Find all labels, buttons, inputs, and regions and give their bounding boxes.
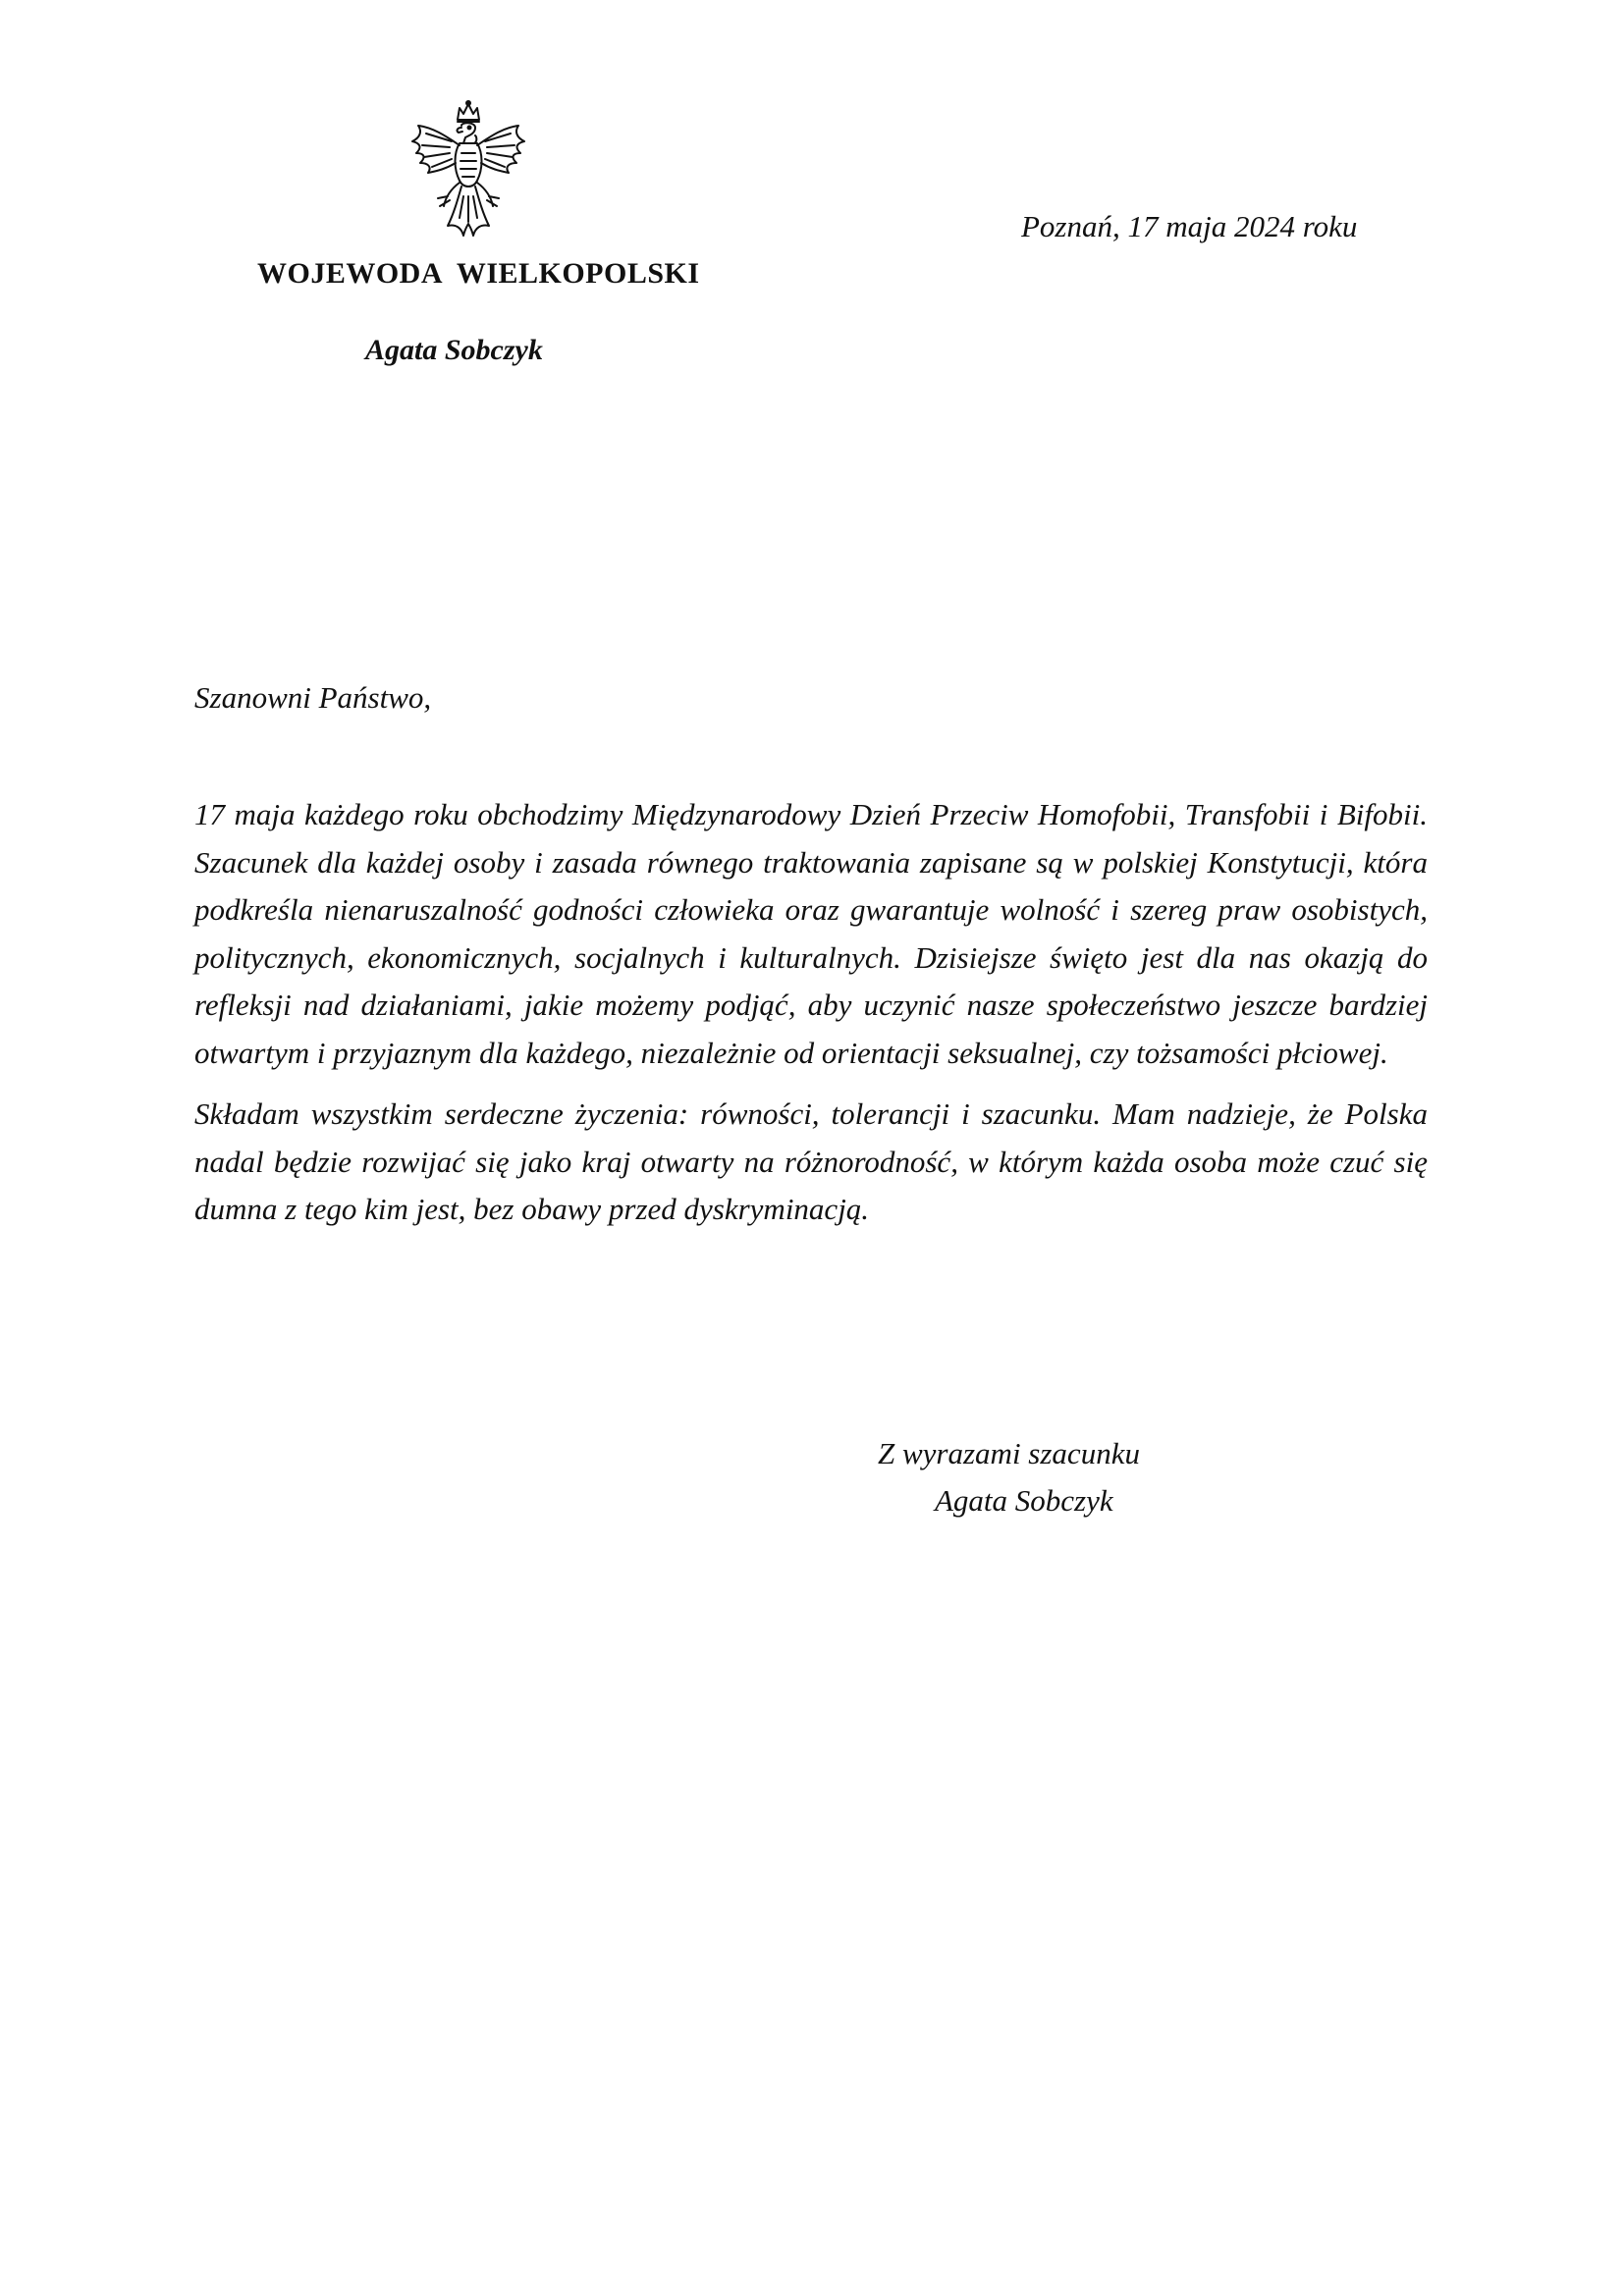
- letter-body: [194, 791, 1428, 1248]
- closing-phrase: Z wyrazami szacunku: [878, 1436, 1140, 1470]
- office-holder-name: Agata Sobczyk: [365, 334, 543, 366]
- signature-name: Agata Sobczyk: [935, 1483, 1113, 1518]
- body-paragraph: 17 maja każdego roku obchodzimy Międzynarodowy Dzień Przeciw Homofobii, Transfobii i Bifobii. Szacunek dla każdej osoby i zasada równego traktowania zapisane są w polskiej Konstytucji, która podkreśla nienaruszalność godności człowieka oraz gwarantuje wolność i szereg praw osobistych, politycznych, ekonomicznych, socjalnych i kulturalnych. Dzisiejsze święto jest dla nas okazją do refleksji nad działaniami, jakie możemy podjąć, aby uczynić nasze społeczeństwo jeszcze bardziej otwartym i przyjaznym dla każdego, niezależnie od orientacji seksualnej, czy tożsamości płciowej.: [194, 797, 1428, 1070]
- closing-block: [878, 1430, 1140, 1524]
- letter-date: Poznań, 17 maja 2024 roku: [1021, 209, 1358, 243]
- salutation: Szanowni Państwo,: [194, 680, 432, 715]
- office-title: WOJEWODA WIELKOPOLSKI: [257, 257, 700, 290]
- body-paragraph: Składam wszystkim serdeczne życzenia: równości, tolerancji i szacunku. Mam nadzieje, że Polska nadal będzie rozwijać się jako kraj otwarty na różnorodność, w którym każda osoba może czuć się dumna z tego kim jest, bez obawy przed dyskryminacją.: [194, 1096, 1428, 1226]
- polish-eagle-emblem-icon: [405, 98, 532, 245]
